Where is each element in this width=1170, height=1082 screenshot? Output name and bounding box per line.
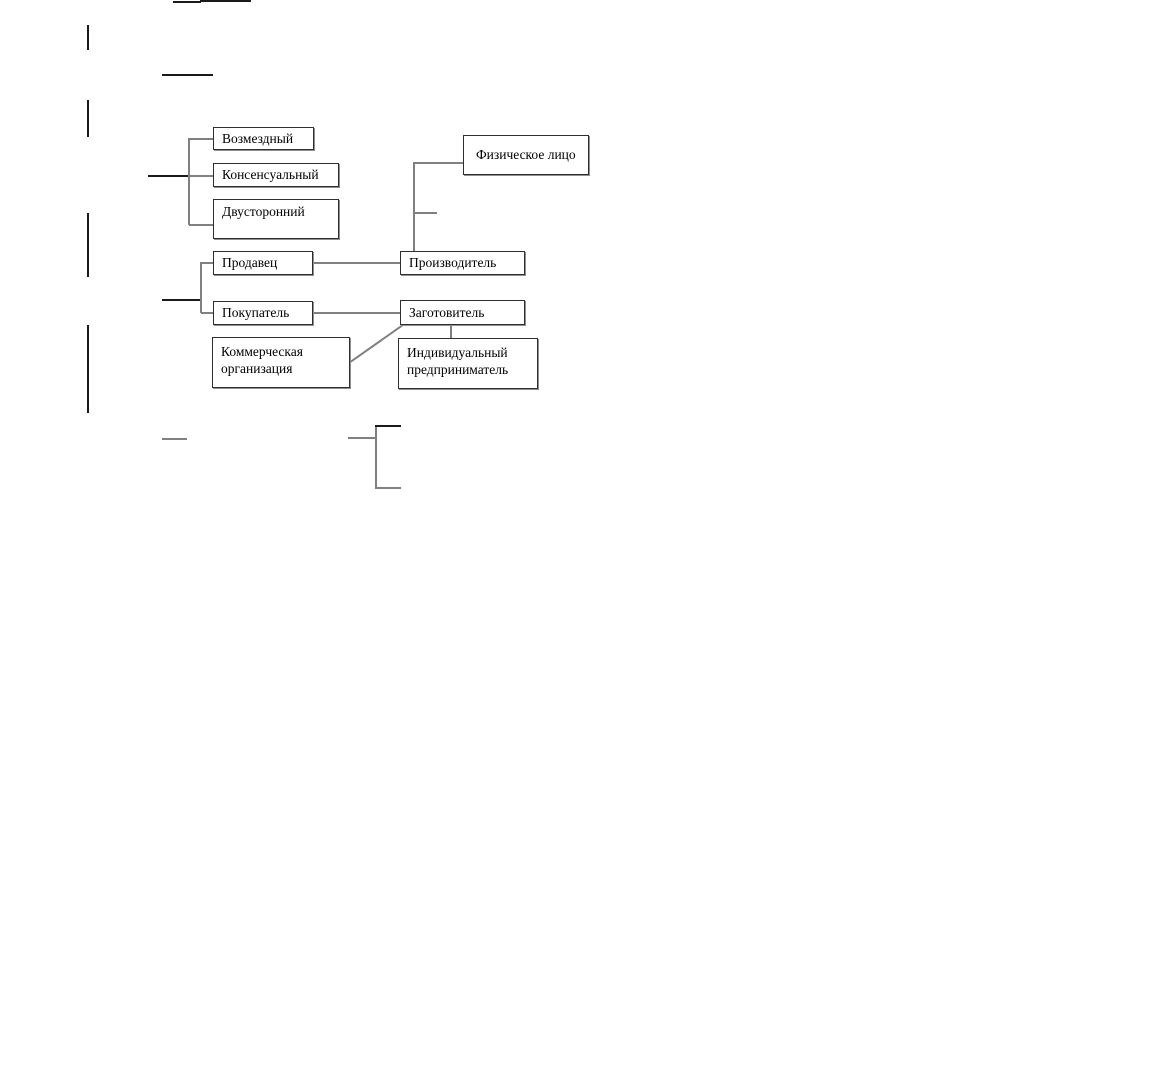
bracket1-vertical-line bbox=[188, 138, 190, 225]
lower-left-dash bbox=[162, 438, 187, 440]
edge-zagotovitel-ip bbox=[450, 324, 452, 338]
node-konsensualny bbox=[213, 163, 339, 187]
top-underline-segment-1 bbox=[173, 1, 201, 3]
node-ip-label: Индивидуальный предприниматель bbox=[407, 345, 509, 377]
edge-pokupatel-zagotovitel bbox=[313, 312, 400, 314]
node-proizvoditel-label: Производитель bbox=[409, 255, 497, 270]
node-dvustoronny-label: Двусторонний bbox=[222, 204, 305, 219]
node-pokupatel-label: Покупатель bbox=[222, 305, 290, 320]
top-underline-segment-2 bbox=[200, 0, 251, 2]
node-prodavec bbox=[213, 251, 313, 275]
fizlico-branch-horizontal bbox=[413, 162, 463, 164]
left-margin-line-4 bbox=[87, 325, 89, 413]
bracket1-incoming-line bbox=[148, 175, 189, 177]
bracket1-stub-konsensualny bbox=[189, 175, 213, 177]
left-margin-line-3 bbox=[87, 213, 89, 277]
node-zagotovitel bbox=[400, 300, 525, 325]
node-pokupatel bbox=[213, 301, 313, 325]
bracket3-incoming-line bbox=[348, 437, 375, 439]
bracket3-bottom-line bbox=[375, 487, 401, 489]
bracket2-vertical-line bbox=[200, 262, 202, 313]
bracket1-stub-vozmezdny bbox=[189, 138, 213, 140]
node-ip bbox=[398, 338, 538, 389]
node-vozmezdny-label: Возмездный bbox=[222, 130, 294, 146]
node-kommerc-org bbox=[212, 337, 350, 388]
fizlico-branch-stub bbox=[413, 212, 437, 214]
fizlico-branch-vertical bbox=[413, 162, 415, 251]
bracket2-stub-pokupatel bbox=[201, 312, 213, 314]
left-margin-line-2 bbox=[87, 100, 89, 137]
node-konsensualny-label: Консенсуальный bbox=[222, 167, 319, 182]
node-proizvoditel bbox=[400, 251, 525, 275]
node-prodavec-label: Продавец bbox=[222, 255, 278, 270]
node-fizlico bbox=[463, 135, 589, 175]
node-vozmezdny bbox=[213, 127, 314, 150]
node-fizlico-label: Физическое лицо bbox=[476, 147, 576, 162]
bracket3-top-line bbox=[375, 425, 401, 427]
edge-kommerc-zagotovitel-diagonal bbox=[350, 323, 405, 362]
heading-underline bbox=[162, 74, 213, 76]
left-margin-line-1 bbox=[87, 25, 89, 50]
node-dvustoronny bbox=[213, 199, 339, 239]
bracket2-stub-prodavec bbox=[201, 262, 213, 264]
bracket1-stub-dvustoronny bbox=[189, 224, 213, 226]
bracket3-vertical-line bbox=[375, 425, 377, 488]
edge-prodavec-proizvoditel bbox=[313, 262, 400, 264]
node-kommerc-org-label: Коммерческая организация bbox=[221, 344, 303, 376]
bracket2-incoming-line bbox=[162, 299, 200, 301]
node-zagotovitel-label: Заготовитель bbox=[409, 304, 485, 320]
